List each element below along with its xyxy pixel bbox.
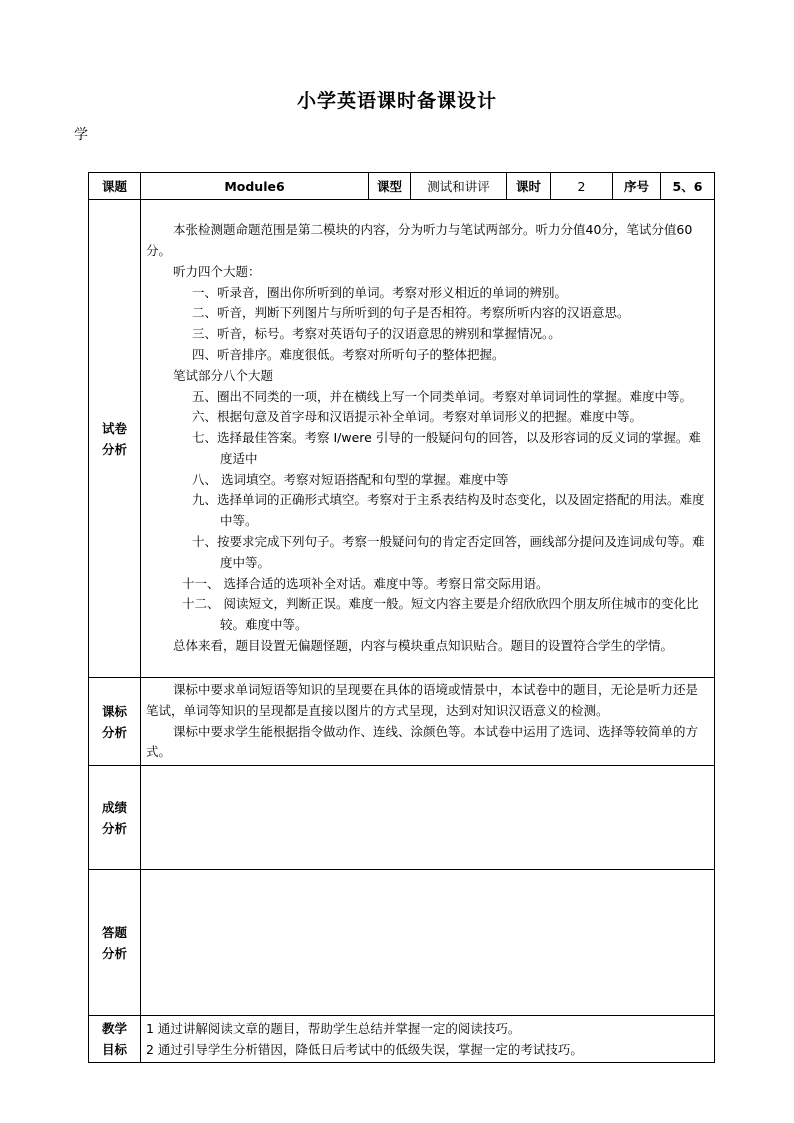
writing-item: 八、 选词填空。考察对短语搭配和句型的掌握。难度中等: [192, 471, 509, 487]
curriculum-para: 课标中要求学生能根据指令做动作、连线、涂颜色等。本试卷中运用了选词、选择等较简单的方式。: [146, 723, 699, 760]
writing-item: 五、圈出不同类的一项，并在横线上写一个同类单词。考察对单词词性的掌握。难度中等。: [192, 388, 693, 404]
page-title: 小学英语课时备课设计: [296, 90, 497, 112]
margin-note: 学: [74, 127, 88, 143]
writing-heading: 笔试部分八个大题: [173, 367, 274, 383]
intro-text: 本张检测题命题范围是第二模块的内容，分为听力与笔试两部分。听力分值40分，笔试分值60分。: [146, 222, 693, 258]
curriculum-analysis-row: [89, 678, 715, 766]
score-analysis-content: [141, 766, 715, 870]
goal-item: 1 通过讲解阅读文章的题目，帮助学生总结并掌握一定的阅读技巧。: [146, 1021, 521, 1037]
answer-analysis-content: [141, 870, 715, 1016]
writing-item: 九、选择单词的正确形式填空。考察对于主系表结构及时态变化，以及固定搭配的用法。难度中等。: [192, 492, 705, 529]
topic-label: 课题: [89, 173, 141, 200]
paper-analysis-row: [89, 200, 715, 678]
teaching-goals-content: [141, 1016, 715, 1063]
writing-item: 六、根据句意及首字母和汉语提示补全单词。考察对单词形义的把握。难度中等。: [192, 409, 643, 425]
period-value: 2: [551, 173, 613, 200]
topic-value: Module6: [141, 173, 369, 200]
lesson-plan-table: [88, 172, 715, 1063]
writing-item: 十一、 选择合适的选项补全对话。难度中等。考察日常交际用语。: [182, 575, 549, 591]
header-row: [89, 173, 715, 200]
summary-text: 总体来看，题目设置无偏题怪题，内容与模块重点知识贴合。题目的设置符合学生的学情。: [173, 638, 674, 654]
answer-analysis-label: 答题 分析: [89, 870, 141, 1016]
curriculum-analysis-content: [141, 678, 715, 766]
writing-item: 十二、 阅读短文，判断正误。难度一般。短文内容主要是介绍欣欣四个朋友所住城市的变化比较。难度中等。: [182, 596, 699, 633]
writing-item: 七、选择最佳答案。考察 I/were 引导的一般疑问句的回答，以及形容词的反义词的掌握。难度适中: [192, 430, 701, 466]
writing-item: 十、按要求完成下列句子。考察一般疑问句的肯定否定回答，画线部分提问及连词成句等。难度中等。: [192, 534, 705, 570]
teaching-goals-row: [89, 1016, 715, 1063]
curriculum-analysis-label: 课标 分析: [89, 678, 141, 766]
score-analysis-row: [89, 766, 715, 870]
paper-analysis-content: [141, 200, 715, 678]
listening-item: 三、听音，标号。考察对英语句子的汉语意思的辨别和掌握情况。。: [192, 326, 561, 342]
listening-item: 四、听音排序。难度很低。考察对所听句子的整体把握。: [192, 346, 505, 362]
curriculum-para: 课标中要求单词短语等知识的呈现要在具体的语境或情景中，本试卷中的题目，无论是听力还是笔试，单词等知识的呈现都是直接以图片的方式呈现，达到对知识汉语意义的检测。: [146, 682, 699, 718]
listening-item: 一、听录音，圈出你所听到的单词。考察对形义相近的单词的辨别。: [192, 284, 568, 300]
seq-label: 序号: [613, 173, 661, 200]
score-analysis-label: 成绩 分析: [89, 766, 141, 870]
listening-heading: 听力四个大题：: [173, 263, 261, 279]
goal-item: 2 通过引导学生分析错因，降低日后考试中的低级失误，掌握一定的考试技巧。: [146, 1042, 583, 1058]
answer-analysis-row: [89, 870, 715, 1016]
type-value: 测试和讲评: [411, 173, 507, 200]
seq-value: 5、6: [661, 173, 715, 200]
teaching-goals-label: 教学 目标: [89, 1016, 141, 1063]
period-label: 课时: [507, 173, 551, 200]
paper-analysis-label: 试卷 分析: [89, 200, 141, 678]
listening-item: 二、听音，判断下列图片与所听到的句子是否相符。考察所听内容的汉语意思。: [192, 305, 630, 321]
type-label: 课型: [369, 173, 411, 200]
